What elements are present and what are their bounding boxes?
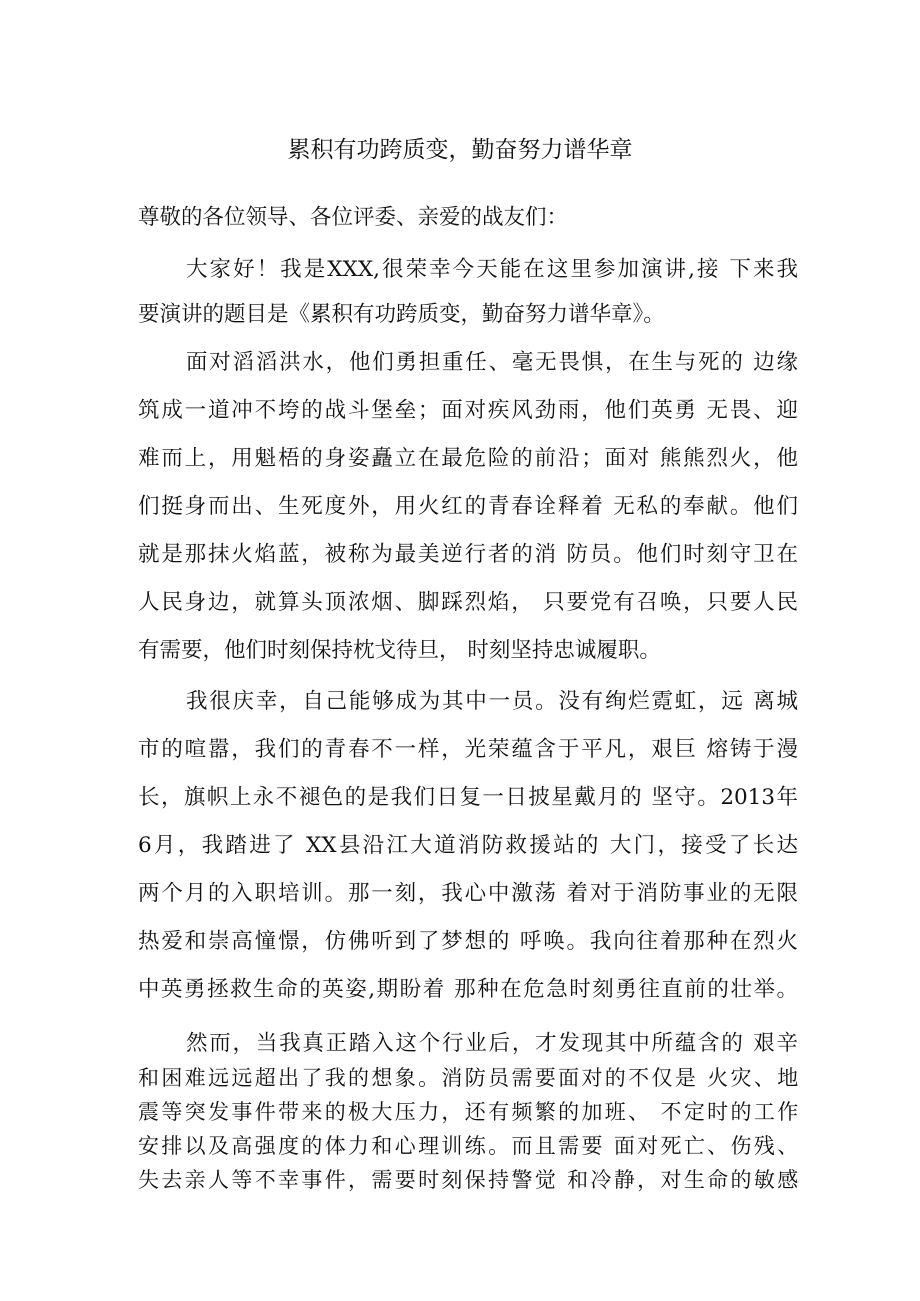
text-line: 面对滔滔洪水，他们勇担重任、毫无畏惧，在生与死的 边缘	[186, 350, 798, 375]
text-line: 失去亲人等不幸事件，需要时刻保持警觉 和冷静，对生命的敏感	[138, 1168, 798, 1192]
document-title: 累积有功跨质变，勤奋努力谱华章	[287, 137, 633, 163]
text-line: 们挺身而出、生死度外，用火红的青春诠释着 无私的奉献。他们	[138, 494, 798, 519]
text-line: 安排以及高强度的体力和心理训练。而且需要 面对死亡、伤残、	[138, 1134, 798, 1158]
text-line: 人民身边，就算头顶浓烟、脚踩烈焰， 只要党有召唤，只要人民	[138, 590, 798, 615]
text-line: 我很庆幸，自己能够成为其中一员。没有绚烂霓虹，远 离城	[186, 689, 798, 714]
text-line: 市的喧嚣，我们的青春不一样，光荣蕴含于平凡，艰巨 熔铸于漫	[138, 737, 798, 762]
text-line: 然而，当我真正踏入这个行业后，才发现其中所蕴含的 艰辛	[186, 1031, 798, 1056]
text-line: 热爱和崇高憧憬，仿佛听到了梦想的 呼唤。我向往着那种在烈火	[138, 929, 798, 954]
text-line: 有需要，他们时刻保持枕戈待旦， 时刻坚持忠诚履职。	[138, 638, 661, 663]
text-line: 震等突发事件带来的极大压力，还有频繁的加班、 不定时的工作	[138, 1100, 798, 1124]
text-line: 6月，我踏进了 XX县沿江大道消防救援站的 大门，接受了长达	[138, 833, 798, 858]
text-line: 和困难远远超出了我的想象。消防员需要面对的不仅是 火灾、地	[138, 1066, 798, 1090]
salutation-line: 尊敬的各位领导、各位评委、亲爱的战友们：	[138, 205, 569, 230]
text-line: 两个月的入职培训。那一刻，我心中激荡 着对于消防事业的无限	[138, 881, 798, 906]
text-line: 大家好！我是XXX,很荣幸今天能在这里参加演讲,接 下来我	[186, 257, 798, 282]
text-line: 要演讲的题目是《累积有功跨质变，勤奋努力谱华章》。	[138, 302, 665, 327]
text-line: 就是那抹火焰蓝，被称为最美逆行者的消 防员。他们时刻守卫在	[138, 542, 798, 567]
text-line: 中英勇拯救生命的英姿,期盼着 那种在危急时刻勇往直前的壮举。	[138, 977, 798, 1002]
text-line: 难而上，用魁梧的身姿矗立在最危险的前沿；面对 熊熊烈火，他	[138, 446, 798, 471]
text-line: 长，旗帜上永不褪色的是我们日复一日披星戴月的 坚守。2013年	[138, 785, 798, 810]
text-line: 筑成一道冲不垮的战斗堡垒；面对疾风劲雨，他们英勇 无畏、迎	[138, 398, 798, 423]
